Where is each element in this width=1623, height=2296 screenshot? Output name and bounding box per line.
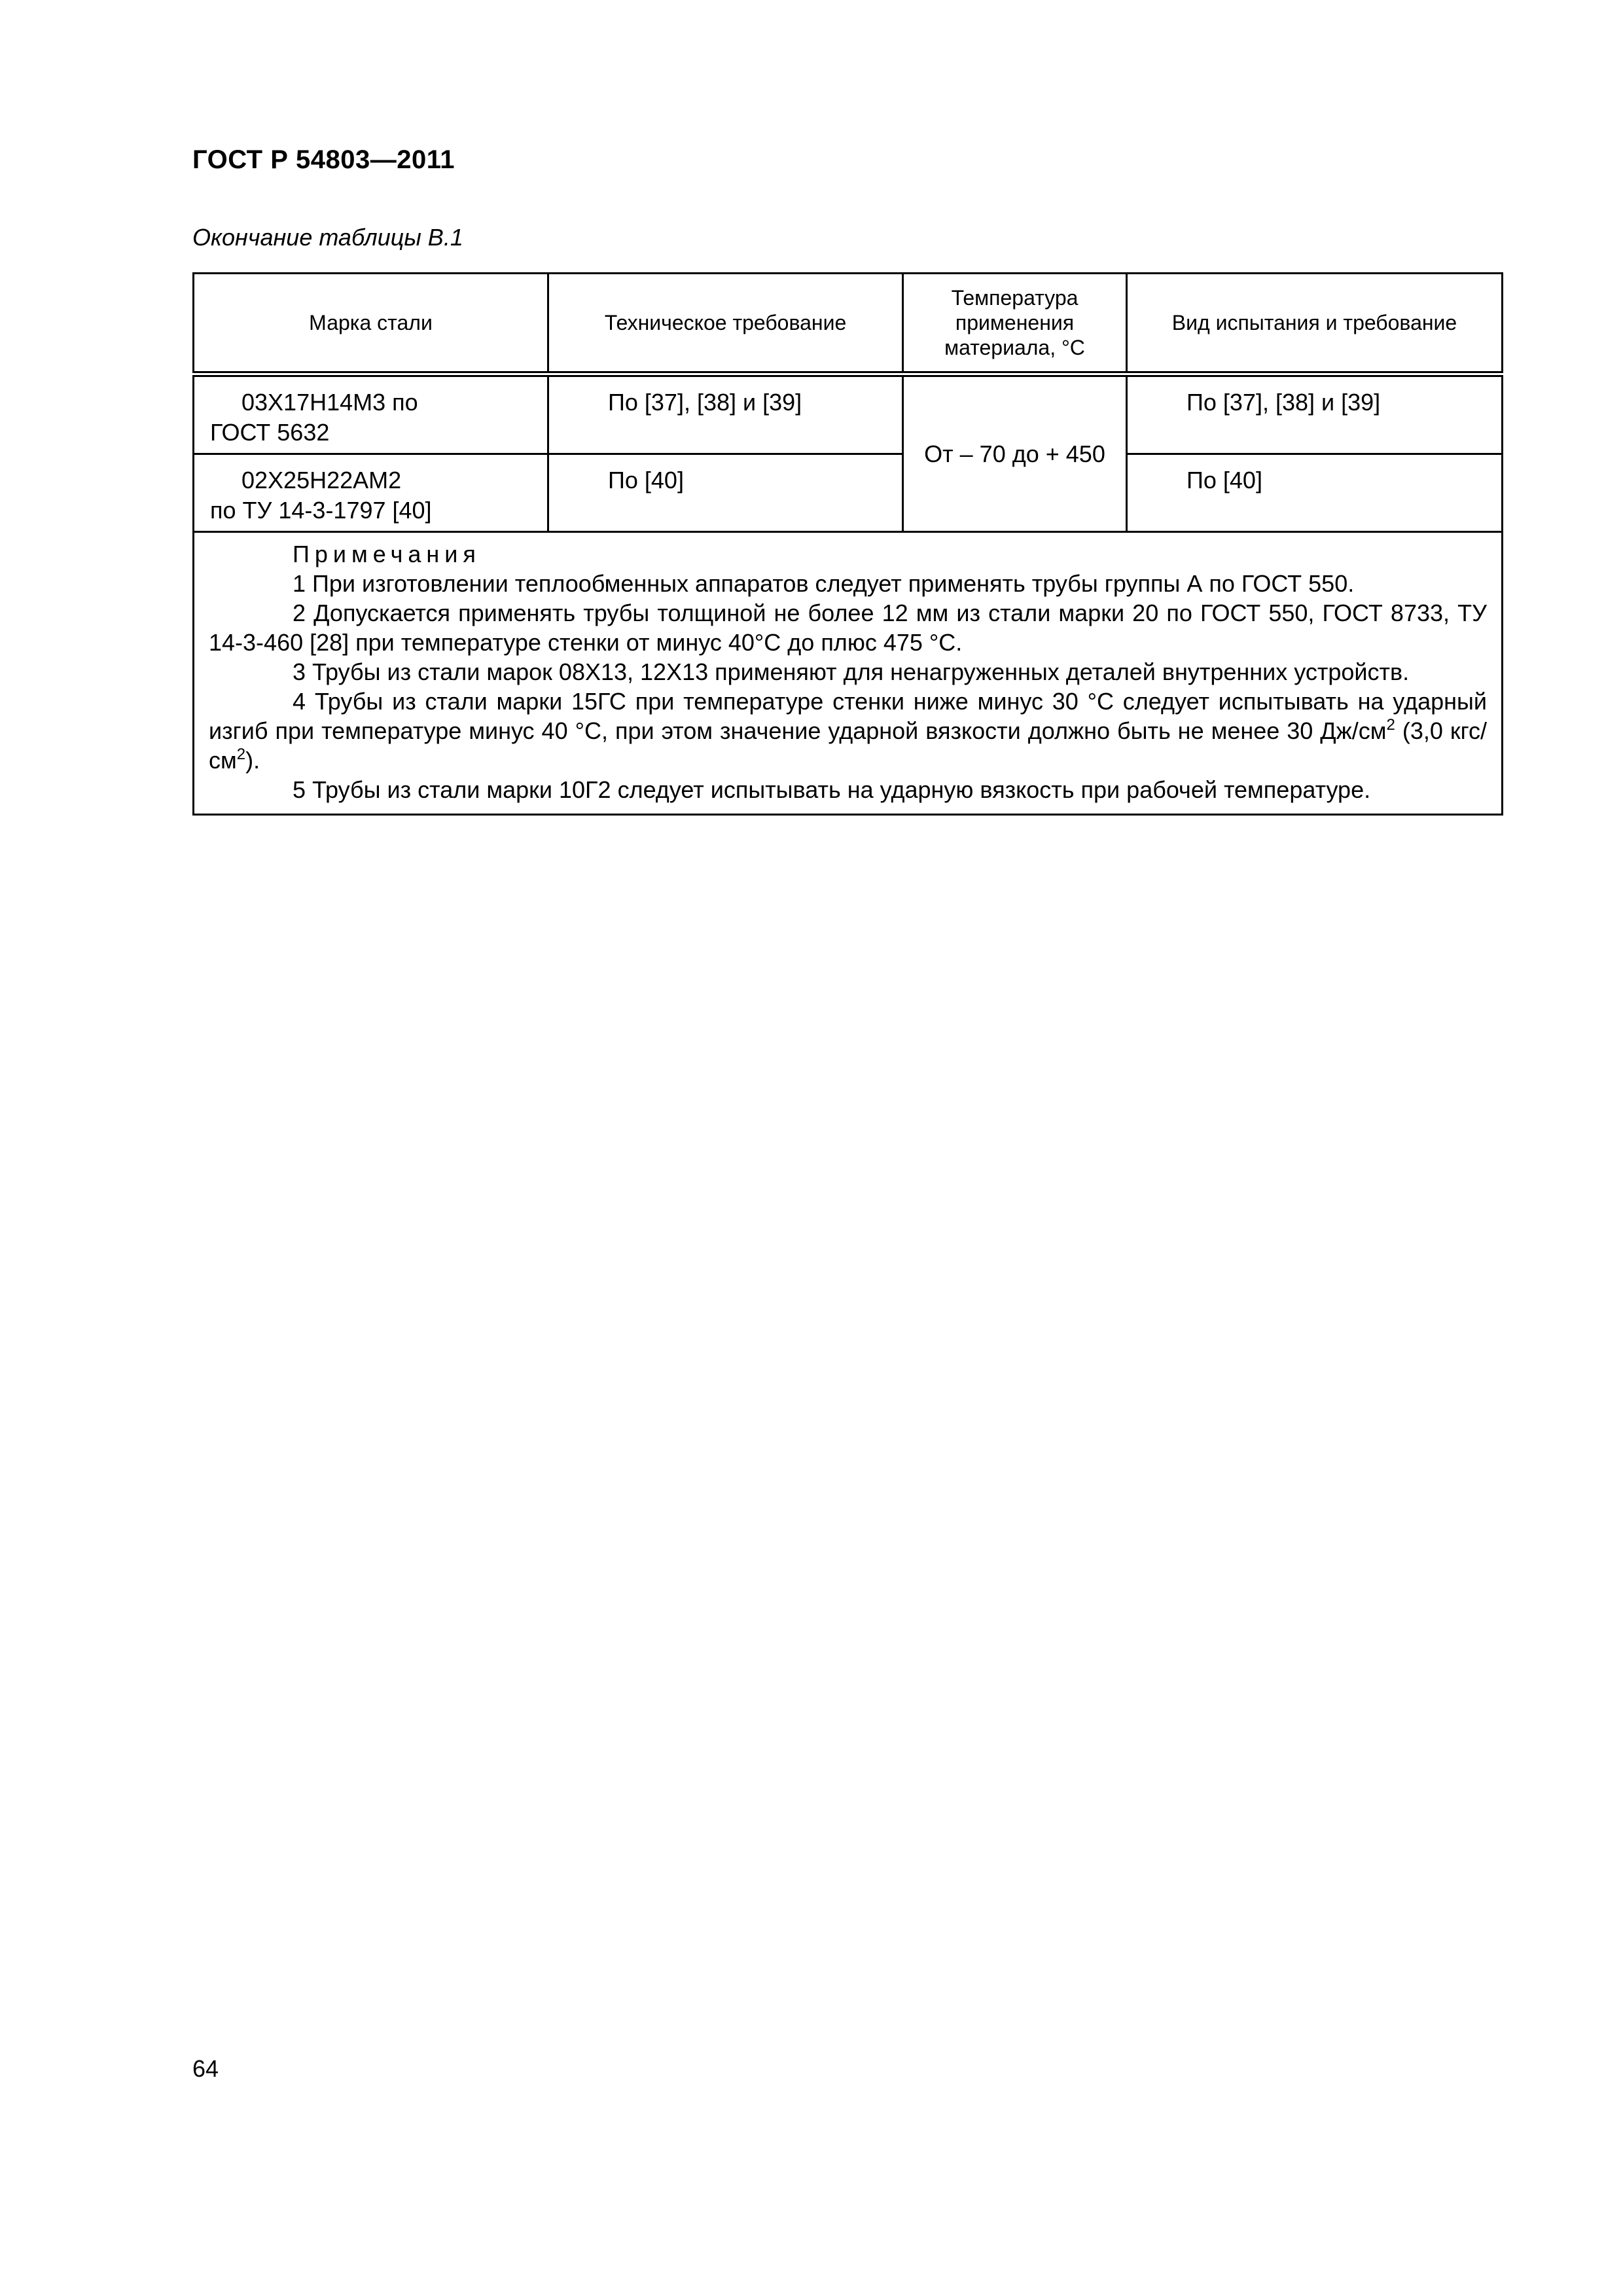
cell-steel-grade: [194, 454, 548, 532]
table-row: [194, 374, 1503, 454]
cell-steel-grade: [194, 374, 548, 454]
note-5: 5 Трубы из стали марки 10Г2 следует испытывать на ударную вязкость при рабочей температуре.: [293, 776, 1371, 803]
cell-test-requirement: [1127, 454, 1503, 532]
cell-tech-requirement: [548, 454, 903, 532]
temperature-range: От – 70 до + 450: [924, 440, 1105, 467]
notes-title: Примечания: [293, 541, 481, 567]
note-4-superscript-2: 2: [236, 745, 246, 763]
steel-grade-line2: по ТУ 14-3-1797 [40]: [210, 497, 432, 524]
steel-grade-line1: 02Х25Н22АМ2: [241, 467, 402, 493]
steel-grade-line1: 03Х17Н14М3 по: [241, 389, 418, 416]
header-test-requirement: Вид испытания и требование: [1127, 274, 1503, 374]
tech-requirement-text: По [37], [38] и [39]: [608, 389, 802, 416]
note-1: 1 При изготовлении теплообменных аппаратов следует применять трубы группы А по ГОСТ 550.: [293, 570, 1355, 597]
page-number: 64: [192, 2055, 219, 2082]
table-header-row: [194, 274, 1503, 374]
spec-table-wrapper: [192, 272, 1501, 816]
cell-tech-requirement: [548, 374, 903, 454]
document-header: ГОСТ Р 54803—2011: [192, 145, 455, 174]
note-4-text-c: ).: [245, 747, 260, 774]
test-requirement-text: По [40]: [1186, 467, 1262, 493]
notes-block: [194, 533, 1501, 814]
cell-test-requirement: [1127, 374, 1503, 454]
notes-row: [194, 532, 1503, 815]
spec-table: [192, 272, 1503, 816]
steel-grade-line2: ГОСТ 5632: [210, 419, 330, 446]
header-steel-grade: Марка стали: [194, 274, 548, 374]
note-4-text-b: (3,0 кгс/см: [209, 717, 1487, 774]
table-caption: Окончание таблицы В.1: [192, 224, 463, 251]
tech-requirement-text: По [40]: [608, 467, 684, 493]
note-3: 3 Трубы из стали марок 08Х13, 12Х13 применяют для ненагруженных деталей внутренних устройств.: [293, 658, 1410, 685]
note-2: 2 Допускается применять трубы толщиной не более 12 мм из стали марки 20 по ГОСТ 550, ГОСТ 8733, ТУ 14-3-460 [28] при температуре стенки от минус 40°С до плюс 475 °С.: [209, 600, 1487, 656]
note-4: [209, 687, 1487, 775]
test-requirement-text: По [37], [38] и [39]: [1186, 389, 1381, 416]
note-4-text-a: 4 Трубы из стали марки 15ГС при температуре стенки ниже минус 30 °С следует испытывать на ударный изгиб при температуре минус 40 °С, при этом значение ударной вязкости должно быть не менее 30 Дж/см: [209, 688, 1487, 744]
table-row: [194, 454, 1503, 532]
note-4-superscript-1: 2: [1386, 716, 1395, 734]
header-temperature-text: Температура применения материала, °С: [944, 286, 1085, 359]
cell-temperature: [903, 374, 1127, 532]
header-temperature: [903, 274, 1127, 374]
header-tech-requirement: Техническое требование: [548, 274, 903, 374]
notes-cell: [194, 532, 1503, 815]
